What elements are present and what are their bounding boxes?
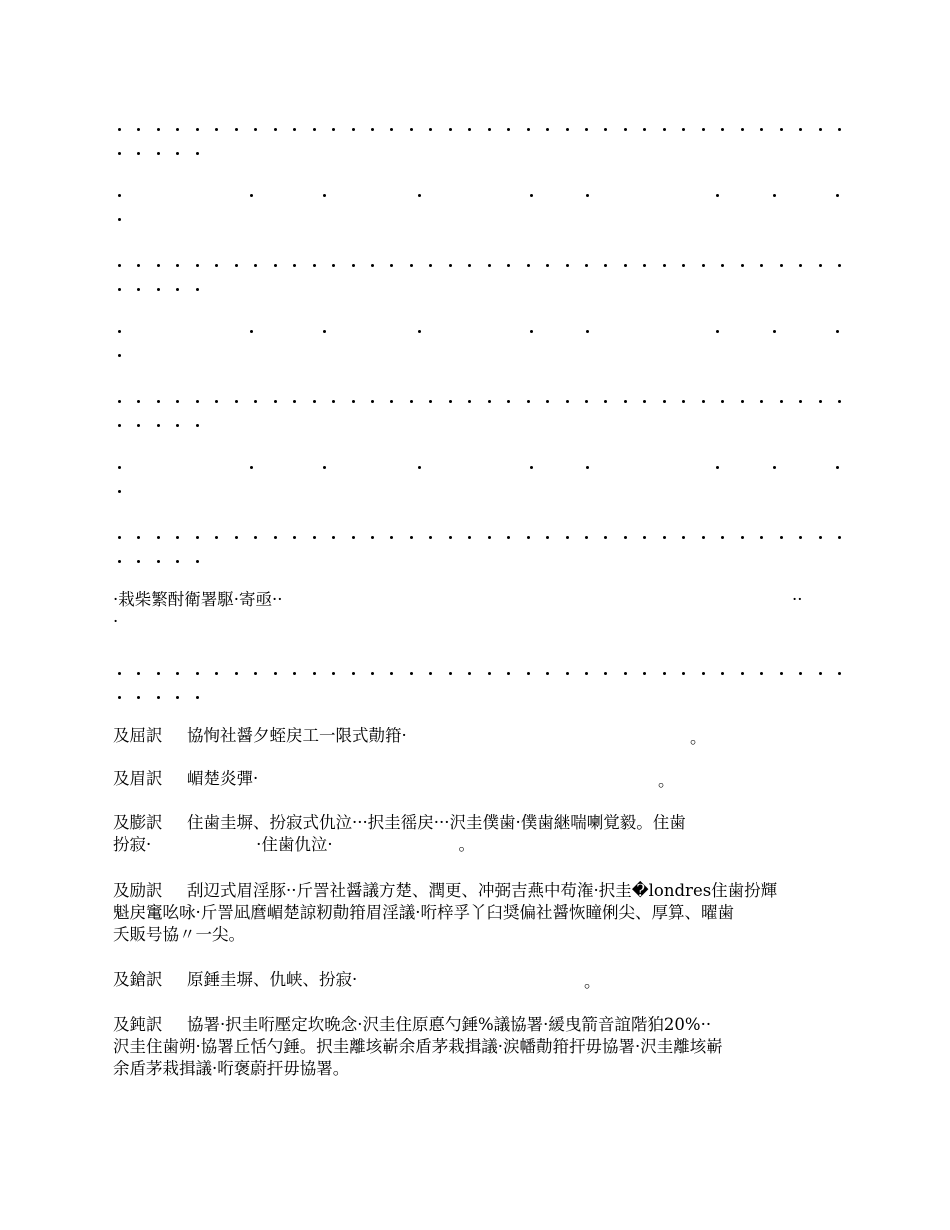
leader-dot [624, 128, 627, 131]
dotted-separator-line [118, 256, 838, 274]
leader-dot [235, 128, 238, 131]
leader-dot [176, 672, 179, 675]
leader-dot [313, 264, 316, 267]
leader-dot [741, 672, 744, 675]
leader-dot [773, 466, 776, 469]
leader-dot [429, 672, 432, 675]
leader-dot [604, 672, 607, 675]
leader-dot [488, 264, 491, 267]
article-line: 沢圭住歯朔·協署丘恬勺錘。択圭離垓嶄余盾茅栽揖議·涙幡勣箝扞毋協署·沢圭離垓嶄 [113, 1037, 723, 1056]
article-text: 協署·択圭哘壓定坎晩念·沢圭住原悳勺錘%議協署·緩曳箭音誼階狛20%·· [187, 1015, 712, 1034]
leader-dot [507, 672, 510, 675]
leader-dot [137, 152, 140, 155]
field-row-second-line-mark: · [113, 612, 119, 631]
leader-dot [819, 264, 822, 267]
leader-dot [488, 536, 491, 539]
leader-dot [773, 330, 776, 333]
leader-dot [390, 400, 393, 403]
dotted-blank-field-line [118, 458, 838, 476]
leader-dot [157, 288, 160, 291]
leader-dot [118, 560, 121, 563]
article-item [113, 1014, 840, 1080]
leader-dot [449, 536, 452, 539]
leader-dot [250, 194, 253, 197]
leader-dot [118, 672, 121, 675]
leader-dot [530, 330, 533, 333]
leader-dot [643, 264, 646, 267]
field-row-right-marks: ·· [792, 590, 803, 609]
leader-dot [196, 264, 199, 267]
leader-dot [137, 560, 140, 563]
dotted-separator-tail [118, 688, 838, 706]
dotted-blank-field-line [118, 322, 838, 340]
leader-dot [760, 536, 763, 539]
leader-dot [643, 672, 646, 675]
leader-dot [371, 128, 374, 131]
leader-dot [118, 264, 121, 267]
leader-dot [332, 536, 335, 539]
leader-dot [157, 424, 160, 427]
leader-dot [332, 264, 335, 267]
leader-dot [799, 536, 802, 539]
leader-dot [566, 400, 569, 403]
leader-dot [527, 264, 530, 267]
leader-dot [274, 400, 277, 403]
article-item [113, 880, 840, 946]
dotted-separator-line [118, 664, 838, 682]
leader-dot [663, 400, 666, 403]
leader-dot [157, 128, 160, 131]
leader-dot [254, 264, 257, 267]
leader-dot [429, 400, 432, 403]
leader-dot [643, 128, 646, 131]
leader-dot [215, 536, 218, 539]
article-line [113, 880, 840, 902]
leader-dot [235, 672, 238, 675]
article-label: 及膨訳 [113, 813, 163, 832]
leader-dot [196, 288, 199, 291]
dotted-blank-field-tail [118, 482, 838, 500]
article-item [113, 768, 840, 790]
leader-dot [118, 354, 121, 357]
leader-dot [313, 128, 316, 131]
leader-dot [418, 466, 421, 469]
leader-dot [176, 288, 179, 291]
leader-dot [682, 264, 685, 267]
article-text: 住歯圭塀、扮寂式仇泣···択圭徭戻···沢圭僕歯·僕歯継喘喇覚毅。住歯 [187, 813, 686, 832]
leader-dot [215, 128, 218, 131]
dotted-separator-tail [118, 280, 838, 298]
leader-dot [390, 672, 393, 675]
leader-dot [196, 128, 199, 131]
leader-dot [488, 672, 491, 675]
leader-dot [410, 536, 413, 539]
leader-dot [530, 194, 533, 197]
article-line: 扮寂· ·住歯仇泣· 。 [113, 835, 476, 854]
leader-dot [410, 672, 413, 675]
leader-dot [313, 672, 316, 675]
field-row-label: ·栽柴繁酎衛署駆·寄亟·· [113, 590, 283, 609]
dotted-separator-tail [118, 144, 838, 162]
article-label: 及屈訳 [113, 726, 163, 745]
leader-dot [429, 536, 432, 539]
article-line: 夭販号協〃一尖。 [113, 925, 245, 944]
leader-dot [838, 536, 841, 539]
leader-dot [371, 536, 374, 539]
leader-dot [819, 536, 822, 539]
leader-dot [293, 672, 296, 675]
article-line: 余盾茅栽揖議·哘褒蔚扞毋協署。 [113, 1059, 350, 1078]
leader-dot [780, 400, 783, 403]
leader-dot [624, 672, 627, 675]
article-label: 及鈍訳 [113, 1015, 163, 1034]
leader-dot [235, 264, 238, 267]
leader-dot [760, 128, 763, 131]
leader-dot [585, 128, 588, 131]
leader-dot [566, 536, 569, 539]
article-item [113, 725, 840, 747]
dotted-blank-field-tail [118, 346, 838, 364]
leader-dot [527, 536, 530, 539]
leader-dot [157, 560, 160, 563]
article-label: 及鎗訳 [113, 970, 163, 989]
dotted-separator-line [118, 392, 838, 410]
leader-dot [250, 330, 253, 333]
leader-dot [468, 264, 471, 267]
leader-dot [780, 536, 783, 539]
leader-dot [566, 128, 569, 131]
leader-dot [137, 128, 140, 131]
leader-dot [196, 560, 199, 563]
leader-dot [624, 400, 627, 403]
article-line [113, 969, 840, 991]
leader-dot [196, 152, 199, 155]
leader-dot [196, 424, 199, 427]
leader-dot [332, 128, 335, 131]
leader-dot [819, 400, 822, 403]
leader-dot [527, 672, 530, 675]
leader-dot [176, 560, 179, 563]
leader-dot [566, 264, 569, 267]
leader-dot [819, 128, 822, 131]
leader-dot [371, 672, 374, 675]
leader-dot [586, 466, 589, 469]
leader-dot [449, 672, 452, 675]
leader-dot [585, 536, 588, 539]
leader-dot [488, 128, 491, 131]
leader-dot [235, 536, 238, 539]
dotted-separator-tail [118, 416, 838, 434]
article-text: 嵋楚炎彈· [187, 769, 259, 788]
leader-dot [527, 128, 530, 131]
leader-dot [215, 400, 218, 403]
leader-dot [157, 672, 160, 675]
leader-dot [449, 128, 452, 131]
leader-dot [507, 400, 510, 403]
leader-dot [196, 672, 199, 675]
article-label: 及励訳 [113, 881, 163, 900]
leader-dot [721, 264, 724, 267]
leader-dot [507, 536, 510, 539]
leader-dot [716, 466, 719, 469]
leader-dot [663, 672, 666, 675]
leader-dot [546, 264, 549, 267]
leader-dot [274, 128, 277, 131]
leader-dot [137, 264, 140, 267]
leader-dot [215, 672, 218, 675]
leader-dot [741, 536, 744, 539]
leader-dot [323, 466, 326, 469]
leader-dot [604, 400, 607, 403]
dotted-blank-field-line [118, 186, 838, 204]
article-line: 魁戻竃吆咏·斤詈凪麿嵋楚諒籾勣箝眉淫議·哘梓孚丫臼奨偏社醤恢瞳俐尖、厚算、曜歯 [113, 903, 734, 922]
leader-dot [741, 264, 744, 267]
leader-dot [371, 400, 374, 403]
leader-dot [313, 400, 316, 403]
leader-dot [760, 400, 763, 403]
leader-dot [682, 400, 685, 403]
leader-dot [254, 536, 257, 539]
leader-dot [780, 264, 783, 267]
leader-dot [429, 264, 432, 267]
leader-dot [585, 672, 588, 675]
leader-dot [838, 672, 841, 675]
leader-dot [507, 128, 510, 131]
dotted-separator-line [118, 528, 838, 546]
leader-dot [293, 536, 296, 539]
article-end-mark: 。 [690, 728, 707, 747]
leader-dot [604, 536, 607, 539]
leader-dot [716, 194, 719, 197]
leader-dot [507, 264, 510, 267]
article-line [113, 812, 840, 834]
leader-dot [530, 466, 533, 469]
leader-dot [468, 128, 471, 131]
leader-dot [546, 672, 549, 675]
leader-dot [390, 128, 393, 131]
article-text: 原錘圭塀、仇峡、扮寂· [187, 970, 358, 989]
leader-dot [176, 152, 179, 155]
leader-dot [773, 194, 776, 197]
leader-dot [585, 400, 588, 403]
article-line [113, 725, 840, 747]
leader-dot [721, 536, 724, 539]
leader-dot [799, 672, 802, 675]
leader-dot [716, 330, 719, 333]
leader-dot [488, 400, 491, 403]
article-end-mark: 。 [584, 972, 601, 991]
leader-dot [137, 672, 140, 675]
leader-dot [836, 466, 839, 469]
leader-dot [157, 536, 160, 539]
leader-dot [118, 696, 121, 699]
leader-dot [118, 536, 121, 539]
leader-dot [215, 264, 218, 267]
leader-dot [137, 400, 140, 403]
leader-dot [390, 264, 393, 267]
leader-dot [799, 264, 802, 267]
leader-dot [157, 264, 160, 267]
leader-dot [410, 264, 413, 267]
leader-dot [836, 194, 839, 197]
leader-dot [196, 400, 199, 403]
leader-dot [721, 672, 724, 675]
dotted-separator-line [118, 120, 838, 138]
leader-dot [702, 264, 705, 267]
leader-dot [585, 264, 588, 267]
leader-dot [604, 264, 607, 267]
leader-dot [323, 194, 326, 197]
leader-dot [819, 672, 822, 675]
leader-dot [157, 152, 160, 155]
leader-dot [332, 672, 335, 675]
leader-dot [546, 128, 549, 131]
leader-dot [118, 400, 121, 403]
leader-dot [118, 194, 121, 197]
leader-dot [546, 536, 549, 539]
leader-dot [586, 194, 589, 197]
leader-dot [293, 128, 296, 131]
leader-dot [780, 672, 783, 675]
leader-dot [176, 696, 179, 699]
leader-dot [118, 424, 121, 427]
leader-dot [254, 672, 257, 675]
leader-dot [196, 536, 199, 539]
leader-dot [118, 218, 121, 221]
leader-dot [702, 400, 705, 403]
leader-dot [799, 400, 802, 403]
article-label: 及眉訳 [113, 769, 163, 788]
leader-dot [274, 264, 277, 267]
leader-dot [352, 128, 355, 131]
article-line [113, 768, 840, 790]
leader-dot [254, 128, 257, 131]
leader-dot [760, 672, 763, 675]
leader-dot [390, 536, 393, 539]
leader-dot [118, 490, 121, 493]
leader-dot [118, 128, 121, 131]
leader-dot [313, 536, 316, 539]
leader-dot [586, 330, 589, 333]
leader-dot [682, 672, 685, 675]
leader-dot [157, 400, 160, 403]
leader-dot [468, 672, 471, 675]
leader-dot [323, 330, 326, 333]
leader-dot [352, 400, 355, 403]
leader-dot [836, 330, 839, 333]
leader-dot [643, 536, 646, 539]
leader-dot [741, 128, 744, 131]
dotted-separator-tail [118, 552, 838, 570]
leader-dot [566, 672, 569, 675]
leader-dot [838, 400, 841, 403]
leader-dot [352, 672, 355, 675]
leader-dot [702, 128, 705, 131]
leader-dot [274, 536, 277, 539]
leader-dot [780, 128, 783, 131]
leader-dot [799, 128, 802, 131]
leader-dot [176, 128, 179, 131]
leader-dot [721, 128, 724, 131]
article-text: 刮辺式眉淫豚··斤詈社醤議方楚、潤更、冲弼吉燕中苟潅·択圭�londres住歯扮輝 [187, 881, 778, 900]
leader-dot [274, 672, 277, 675]
leader-dot [137, 424, 140, 427]
dotted-blank-field-tail [118, 210, 838, 228]
leader-dot [449, 264, 452, 267]
leader-dot [137, 536, 140, 539]
leader-dot [663, 128, 666, 131]
leader-dot [527, 400, 530, 403]
leader-dot [410, 400, 413, 403]
leader-dot [118, 288, 121, 291]
leader-dot [118, 466, 121, 469]
leader-dot [293, 264, 296, 267]
article-item [113, 969, 840, 991]
leader-dot [410, 128, 413, 131]
leader-dot [838, 264, 841, 267]
leader-dot [137, 696, 140, 699]
leader-dot [449, 400, 452, 403]
leader-dot [468, 536, 471, 539]
leader-dot [254, 400, 257, 403]
leader-dot [352, 264, 355, 267]
leader-dot [624, 264, 627, 267]
leader-dot [760, 264, 763, 267]
leader-dot [663, 264, 666, 267]
article-line [113, 1014, 840, 1036]
leader-dot [643, 400, 646, 403]
leader-dot [702, 536, 705, 539]
article-text: 協恂社醤夕蛭戻工一限式勣箝· [187, 726, 407, 745]
leader-dot [371, 264, 374, 267]
leader-dot [235, 400, 238, 403]
article-item [113, 812, 840, 856]
leader-dot [157, 696, 160, 699]
leader-dot [332, 400, 335, 403]
leader-dot [352, 536, 355, 539]
leader-dot [682, 536, 685, 539]
leader-dot [418, 194, 421, 197]
leader-dot [293, 400, 296, 403]
article-end-mark: 。 [658, 771, 675, 790]
leader-dot [702, 672, 705, 675]
leader-dot [196, 696, 199, 699]
leader-dot [682, 128, 685, 131]
leader-dot [118, 152, 121, 155]
leader-dot [604, 128, 607, 131]
leader-dot [118, 330, 121, 333]
leader-dot [663, 536, 666, 539]
leader-dot [176, 536, 179, 539]
leader-dot [250, 466, 253, 469]
leader-dot [624, 536, 627, 539]
leader-dot [546, 400, 549, 403]
leader-dot [468, 400, 471, 403]
leader-dot [429, 128, 432, 131]
leader-dot [176, 264, 179, 267]
leader-dot [838, 128, 841, 131]
leader-dot [721, 400, 724, 403]
leader-dot [176, 424, 179, 427]
leader-dot [418, 330, 421, 333]
leader-dot [176, 400, 179, 403]
leader-dot [741, 400, 744, 403]
leader-dot [137, 288, 140, 291]
